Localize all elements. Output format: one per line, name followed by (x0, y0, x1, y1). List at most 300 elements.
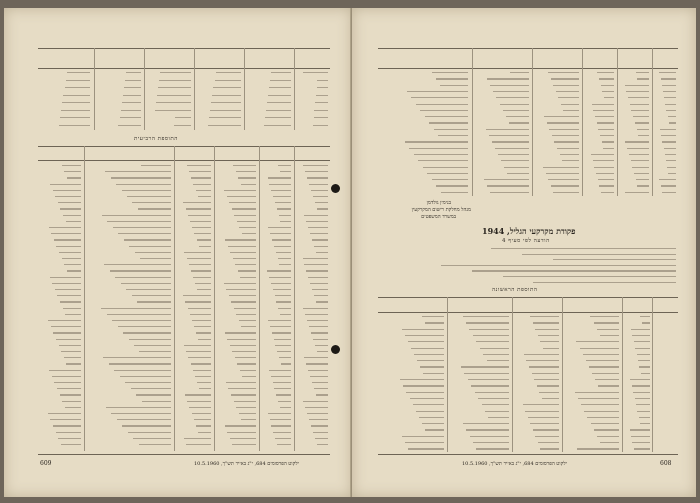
printed-row-text (139, 444, 171, 445)
printed-row-text (231, 394, 256, 395)
printed-row-text (530, 316, 559, 317)
printed-row-text (216, 72, 241, 73)
printed-row-text (535, 329, 559, 330)
printed-row-text (48, 413, 81, 414)
printed-row-text (186, 208, 211, 209)
printed-row-text (630, 104, 649, 105)
printed-row-text (52, 376, 81, 377)
table-rule (38, 68, 330, 69)
printed-row-text (228, 388, 256, 389)
printed-row-text (314, 295, 328, 296)
printed-row-text (425, 322, 444, 323)
printed-row-text (636, 72, 649, 73)
printed-row-text (402, 329, 444, 330)
printed-row-text (543, 167, 579, 168)
printed-row-text (183, 202, 211, 203)
printed-row-text (278, 258, 291, 259)
printed-row-text (60, 208, 81, 209)
printed-row-text (211, 102, 241, 103)
printed-row-text (136, 394, 171, 395)
printed-row-text (117, 419, 171, 420)
printed-row-text (597, 122, 614, 123)
printed-row-text (306, 363, 328, 364)
printed-row-text (422, 423, 444, 424)
printed-row-text (628, 97, 649, 98)
printed-row-text (197, 289, 211, 290)
printed-row-text (306, 221, 328, 222)
printed-row-text (553, 192, 579, 193)
printed-row-text (504, 167, 529, 168)
printed-row-text (432, 179, 468, 180)
printed-row-text (191, 177, 211, 178)
printed-row-text (241, 419, 256, 420)
printed-row-text (271, 72, 291, 73)
printed-row-text (524, 354, 559, 355)
printed-row-text (316, 394, 328, 395)
printed-row-text (440, 85, 468, 86)
printed-row-text (269, 184, 291, 185)
printed-row-text (271, 283, 291, 284)
printed-row-text (237, 363, 256, 364)
printed-row-text (312, 239, 328, 240)
printed-row-text (305, 314, 328, 315)
page-footer: ילקוט הפרסומים 684, י"ג באייר תש"ך, 10.5.1960 (462, 461, 567, 467)
printed-row-text (631, 110, 649, 111)
printed-row-text (635, 348, 650, 349)
printed-row-text (236, 314, 256, 315)
printed-row-text (198, 339, 211, 340)
printed-row-text (234, 308, 256, 309)
printed-row-text (661, 78, 676, 79)
printed-row-text (528, 417, 559, 418)
printed-row-text (226, 289, 256, 290)
printed-row-text (192, 413, 211, 414)
printed-row-text (595, 116, 614, 117)
printed-row-text (264, 125, 291, 126)
printed-row-text (601, 192, 614, 193)
printed-row-text (192, 320, 211, 321)
printed-row-text (111, 177, 171, 178)
printed-row-text (599, 78, 614, 79)
printed-row-text (189, 407, 211, 408)
printed-row-text (122, 425, 171, 426)
printed-row-text (598, 179, 614, 180)
printed-row-text (636, 404, 650, 405)
printed-row-text (303, 258, 329, 259)
printed-row-text (239, 227, 256, 228)
printed-row-text (634, 448, 650, 449)
printed-row-text (597, 436, 619, 437)
printed-row-text (125, 80, 141, 81)
printed-row-text (469, 329, 509, 330)
printed-row-text (471, 385, 509, 386)
printed-row-text (49, 370, 81, 371)
printed-row-text (237, 221, 256, 222)
printed-row-text (65, 314, 81, 315)
printed-row-text (313, 125, 328, 126)
printed-row-text (473, 442, 509, 443)
printed-row-text (235, 264, 256, 265)
printed-row-text (225, 332, 256, 333)
printed-row-text (303, 72, 328, 73)
printed-row-text (241, 326, 256, 327)
printed-row-text (663, 91, 676, 92)
printed-row-text (425, 429, 444, 430)
printed-row-text (48, 320, 81, 321)
printed-row-text (195, 376, 211, 377)
printed-row-text (267, 270, 291, 271)
printed-row-text (236, 171, 256, 172)
printed-row-text (274, 339, 291, 340)
printed-row-text (280, 171, 291, 172)
printed-row-text (529, 366, 559, 367)
printed-row-text (540, 448, 559, 449)
printed-row-text (236, 407, 256, 408)
printed-row-text (475, 392, 509, 393)
printed-row-text (590, 316, 619, 317)
printed-row-text (188, 308, 211, 309)
printed-row-text (317, 208, 328, 209)
printed-row-text (215, 80, 241, 81)
printed-row-text (538, 335, 559, 336)
printed-row-text (194, 326, 211, 327)
printed-row-text (193, 370, 211, 371)
printed-row-text (50, 419, 81, 420)
printed-row-text (64, 357, 81, 358)
printed-row-text (126, 72, 141, 73)
printed-row-text (468, 379, 509, 380)
printed-row-text (543, 348, 559, 349)
printed-row-text (427, 173, 468, 174)
printed-row-text (498, 154, 529, 155)
printed-row-text (522, 254, 676, 255)
printed-row-text (187, 165, 211, 166)
printed-row-text (312, 289, 328, 290)
printed-row-text (234, 401, 256, 402)
printed-row-text (637, 411, 650, 412)
printed-row-text (486, 129, 529, 130)
printed-row-text (110, 270, 171, 271)
printed-row-text (417, 360, 444, 361)
printed-row-text (548, 179, 579, 180)
printed-row-text (510, 72, 529, 73)
printed-row-text (316, 252, 328, 253)
printed-row-text (636, 179, 649, 180)
printed-row-text (604, 97, 614, 98)
printed-row-text (595, 379, 619, 380)
printed-row-text (306, 270, 328, 271)
printed-row-text (115, 277, 171, 278)
printed-row-text (405, 141, 468, 142)
printed-row-text (197, 239, 211, 240)
printed-row-text (198, 432, 211, 433)
printed-row-text (268, 320, 291, 321)
printed-row-text (307, 413, 328, 414)
printed-row-text (553, 85, 579, 86)
printed-row-text (546, 173, 579, 174)
printed-row-text (268, 227, 291, 228)
printed-row-text (482, 404, 509, 405)
printed-row-text (66, 80, 90, 81)
printed-row-text (268, 95, 291, 96)
printed-row-text (523, 404, 559, 405)
printed-row-text (61, 444, 81, 445)
printed-row-text (315, 202, 328, 203)
printed-row-text (141, 165, 171, 166)
printed-row-text (184, 345, 211, 346)
printed-row-text (635, 398, 650, 399)
printed-row-text (305, 407, 328, 408)
printed-row-text (224, 283, 256, 284)
printed-row-text (470, 436, 509, 437)
printed-row-text (578, 398, 619, 399)
printed-row-text (548, 72, 579, 73)
printed-row-text (562, 160, 579, 161)
printed-row-text (410, 398, 444, 399)
printed-row-text (63, 308, 81, 309)
printed-row-text (174, 125, 191, 126)
printed-row-text (480, 348, 509, 349)
printed-row-text (270, 80, 291, 81)
printed-row-text (473, 335, 509, 336)
printed-row-text (308, 227, 328, 228)
printed-row-text (239, 413, 256, 414)
printed-row-text (131, 388, 171, 389)
printed-row-text (664, 148, 676, 149)
printed-row-text (315, 102, 328, 103)
printed-row-text (50, 184, 81, 185)
printed-row-text (280, 407, 291, 408)
printed-row-text (596, 173, 614, 174)
printed-row-text (586, 360, 619, 361)
printed-row-text (277, 351, 291, 352)
printed-row-text (534, 379, 559, 380)
printed-row-text (157, 95, 191, 96)
printed-row-text (54, 239, 81, 240)
printed-row-text (600, 135, 614, 136)
printed-row-text (59, 252, 81, 253)
printed-row-text (309, 419, 328, 420)
printed-row-text (314, 117, 328, 118)
printed-row-text (270, 419, 291, 420)
printed-row-text (229, 202, 256, 203)
printed-row-text (275, 202, 291, 203)
printed-row-text (127, 196, 171, 197)
printed-row-text (599, 185, 614, 186)
printed-row-text (483, 354, 509, 355)
page-number: 609 (40, 460, 52, 467)
printed-row-text (630, 429, 650, 430)
printed-row-text (659, 179, 676, 180)
printed-row-text (506, 116, 529, 117)
printed-row-text (627, 148, 649, 149)
printed-row-text (63, 215, 81, 216)
printed-row-text (274, 246, 291, 247)
printed-row-text (309, 184, 328, 185)
printed-row-text (273, 382, 291, 383)
printed-row-text (591, 423, 619, 424)
printed-row-text (594, 167, 614, 168)
printed-row-text (303, 308, 328, 309)
printed-row-text (432, 72, 468, 73)
printed-row-text (476, 341, 509, 342)
printed-row-text (316, 95, 328, 96)
printed-row-text (629, 154, 649, 155)
printed-row-text (118, 125, 141, 126)
printed-row-text (230, 252, 256, 253)
printed-row-text (224, 190, 256, 191)
printed-row-text (544, 116, 579, 117)
printed-row-text (632, 335, 650, 336)
printed-row-text (540, 341, 559, 342)
printed-row-text (193, 184, 211, 185)
printed-row-text (537, 385, 559, 386)
printed-row-text (530, 423, 559, 424)
printed-row-text (238, 177, 256, 178)
printed-row-text (53, 425, 81, 426)
printed-row-text (413, 404, 444, 405)
printed-row-text (405, 335, 444, 336)
printed-row-text (304, 215, 328, 216)
printed-row-text (196, 425, 211, 426)
printed-row-text (594, 322, 619, 323)
printed-row-text (489, 135, 529, 136)
printed-row-text (102, 215, 171, 216)
printed-row-text (539, 392, 559, 393)
printed-row-text (311, 332, 328, 333)
printed-row-text (633, 392, 650, 393)
printed-row-text (155, 110, 191, 111)
printed-row-text (271, 376, 291, 377)
printed-row-text (665, 154, 676, 155)
printed-row-text (189, 171, 211, 172)
printed-row-text (118, 233, 171, 234)
printed-row-text (121, 283, 171, 284)
printed-row-text (101, 308, 171, 309)
printed-row-text (313, 196, 328, 197)
printed-row-text (272, 332, 291, 333)
printed-row-text (668, 116, 676, 117)
printed-row-text (466, 322, 509, 323)
printed-row-text (67, 177, 81, 178)
printed-row-text (487, 360, 509, 361)
printed-row-text (472, 270, 676, 271)
printed-row-text (640, 423, 650, 424)
left-page (4, 8, 352, 497)
printed-row-text (269, 370, 291, 371)
printed-row-text (267, 102, 291, 103)
printed-row-text (638, 360, 650, 361)
printed-row-text (225, 425, 256, 426)
printed-row-text (664, 97, 676, 98)
printed-row-text (62, 102, 90, 103)
printed-row-text (276, 252, 291, 253)
printed-row-text (665, 104, 676, 105)
printed-row-text (242, 233, 256, 234)
printed-row-text (156, 102, 191, 103)
printed-row-text (420, 366, 444, 367)
printed-row-text (436, 185, 468, 186)
printed-row-text (65, 87, 90, 88)
printed-row-text (626, 91, 649, 92)
printed-row-text (232, 208, 256, 209)
printed-row-text (60, 394, 81, 395)
printed-row-text (280, 221, 291, 222)
printed-row-text (280, 314, 291, 315)
printed-row-text (666, 160, 676, 161)
printed-row-text (226, 382, 256, 383)
printed-row-text (196, 190, 211, 191)
printed-row-text (233, 258, 256, 259)
printed-row-text (313, 339, 328, 340)
printed-row-text (303, 165, 328, 166)
printed-row-text (438, 135, 468, 136)
printed-row-text (133, 438, 171, 439)
printed-row-text (209, 117, 241, 118)
printed-row-text (503, 276, 676, 277)
printed-row-text (193, 277, 211, 278)
printed-row-text (228, 246, 256, 247)
printed-row-text (403, 385, 444, 386)
printed-row-text (275, 295, 291, 296)
printed-row-text (556, 91, 579, 92)
printed-row-text (107, 221, 171, 222)
printed-row-text (637, 354, 650, 355)
printed-row-text (557, 148, 579, 149)
printed-row-text (583, 354, 619, 355)
printed-row-text (64, 171, 81, 172)
printed-row-text (420, 110, 468, 111)
printed-row-text (661, 185, 676, 186)
printed-row-text (637, 129, 649, 130)
printed-row-text (241, 184, 256, 185)
printed-row-text (194, 233, 211, 234)
printed-row-text (60, 117, 90, 118)
printed-row-text (210, 110, 241, 111)
printed-row-text (633, 116, 649, 117)
printed-row-text (276, 394, 291, 395)
printed-row-text (269, 277, 291, 278)
printed-row-text (192, 227, 211, 228)
printed-row-text (59, 125, 90, 126)
printed-row-text (416, 411, 444, 412)
printed-row-text (128, 432, 171, 433)
printed-row-text (317, 444, 328, 445)
printed-row-text (191, 270, 211, 271)
printed-row-text (575, 392, 619, 393)
printed-row-text (199, 388, 211, 389)
printed-row-text (478, 398, 509, 399)
printed-row-text (132, 202, 171, 203)
printed-row-text (53, 190, 81, 191)
printed-row-text (273, 196, 291, 197)
printed-row-text (270, 326, 291, 327)
printed-row-text (55, 289, 81, 290)
printed-row-text (65, 407, 81, 408)
printed-row-text (160, 72, 191, 73)
printed-row-text (308, 277, 328, 278)
signature-title: מנהל מחלקת רישום המקרקעין (411, 207, 471, 213)
printed-row-text (525, 411, 559, 412)
printed-row-text (140, 258, 171, 259)
printed-row-text (271, 425, 291, 426)
printed-row-text (535, 436, 559, 437)
printed-row-text (461, 366, 509, 367)
printed-row-text (662, 85, 676, 86)
printed-row-text (493, 91, 529, 92)
printed-row-text (57, 388, 81, 389)
printed-row-text (406, 392, 444, 393)
